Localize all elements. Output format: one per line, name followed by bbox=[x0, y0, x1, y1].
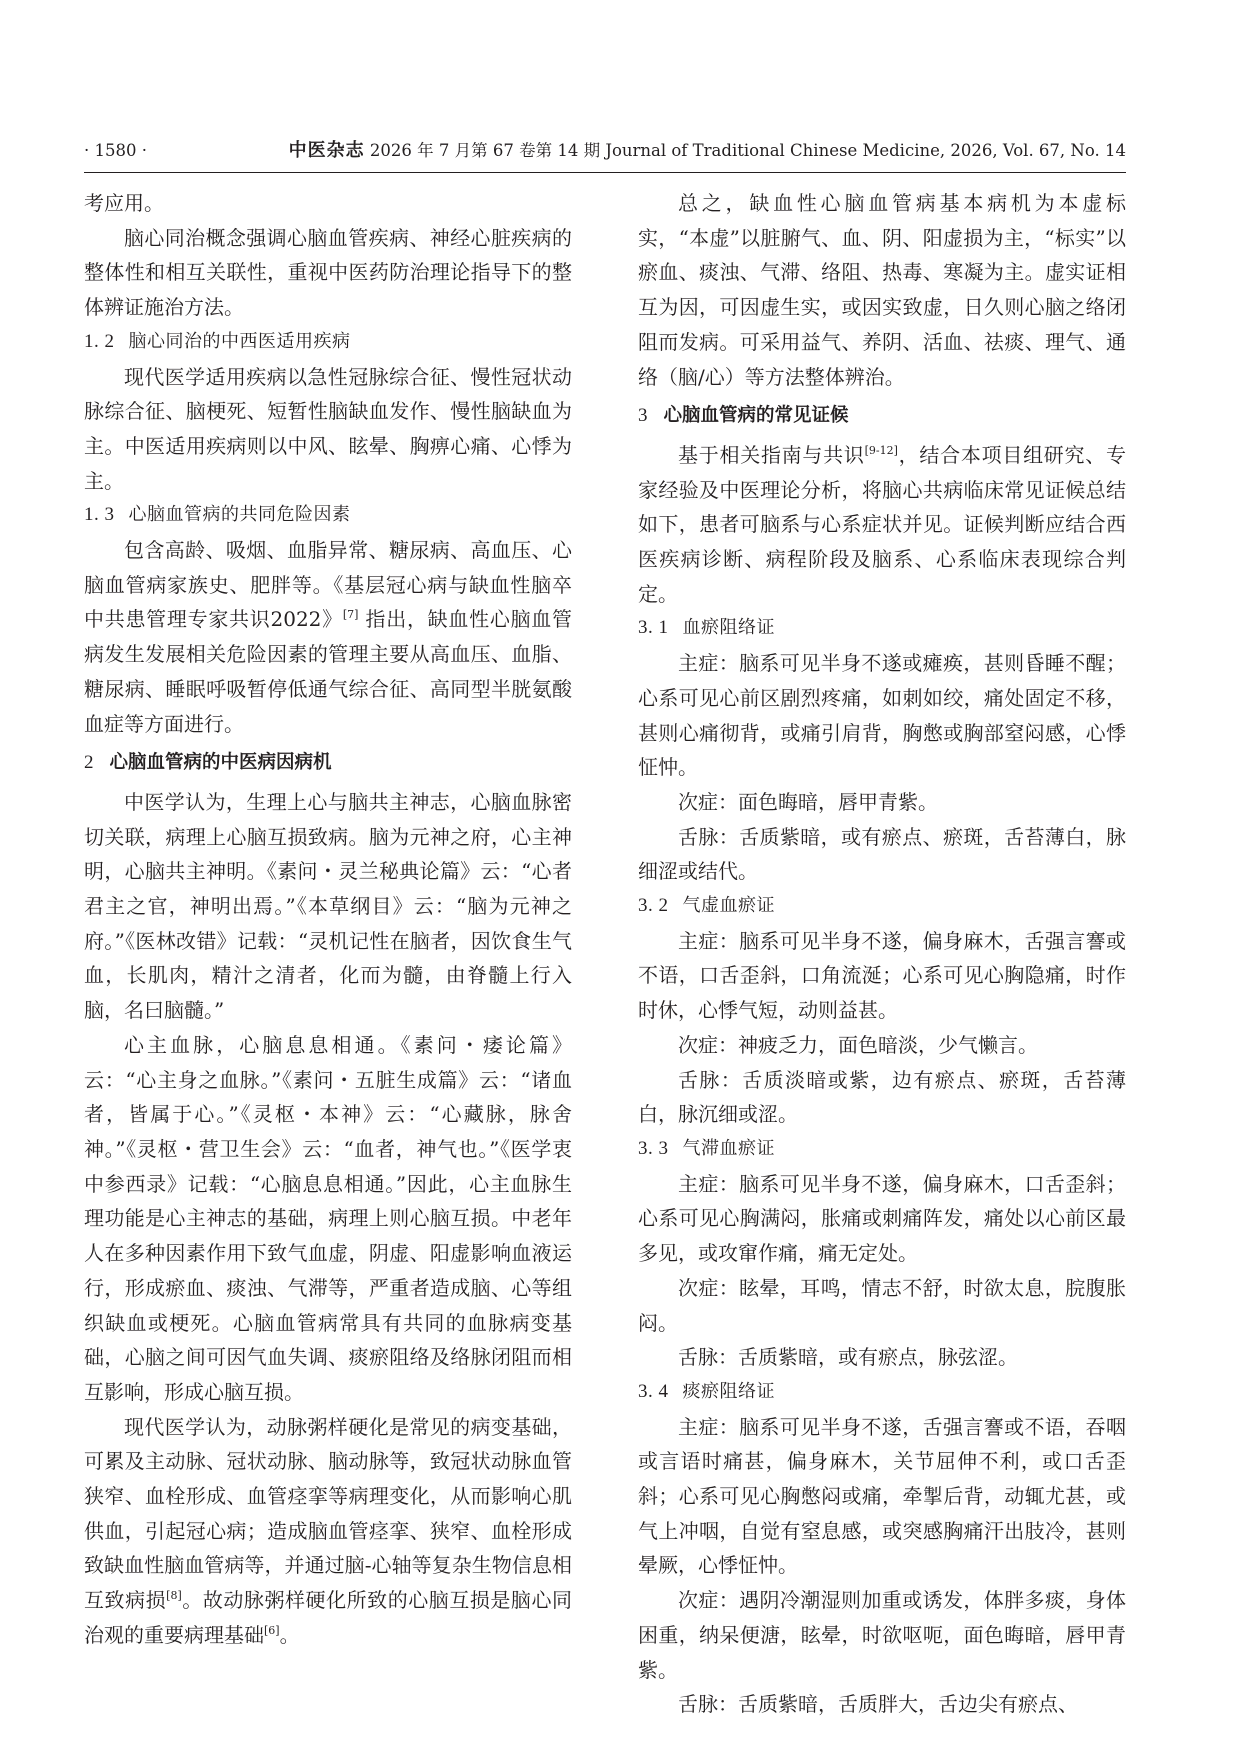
tongue-pulse: 舌脉：舌质淡暗或紫，边有瘀点、瘀斑，舌苔薄白，脉沉细或涩。 bbox=[638, 1067, 1126, 1127]
paragraph: 脑心同治概念强调心脑血管疾病、神经心脏疾病的整体性和相互关联性，重视中医药防治理论指导下的整体辨证施治方法。 bbox=[84, 225, 572, 320]
subsection-heading-3-3 bbox=[638, 1132, 1126, 1167]
citation-ref: [7] bbox=[342, 608, 359, 622]
left-column bbox=[84, 186, 572, 1656]
subsection-heading-1-2 bbox=[84, 325, 572, 360]
subsection-heading-3-4 bbox=[638, 1375, 1126, 1410]
subsection-number: 3. 4 bbox=[638, 1380, 669, 1402]
right-column bbox=[638, 186, 1127, 1717]
paragraph: 心主血脉，心脑息息相通。《素问・痿论篇》云：“心主身之血脉。”《素问・五脏生成篇》云：“诸血者，皆属于心。”《灵枢・本神》云：“心藏脉，脉舍神。”《灵枢・营卫生会》云：“血者，神气也。”《医学衷中参西录》记载：“心脑息息相通。”因此，心主血脉生理功能是心主神志的基础，病理上则心脑互损。中老年人在多种因素作用下致气血虚，阴虚、阳虚影响血液运行，形成瘀血、痰浊、气滞等，严重者造成脑、心等组织缺血或梗死。心脑血管病常具有共同的血脉病变基础，心脑之间可因气血失调、痰瘀阻络及络脉闭阻而相互影响，形成心脑互损。 bbox=[84, 1032, 572, 1404]
paragraph: 中医学认为，生理上心与脑共主神志，心脑血脉密切关联，病理上心脑互损致病。脑为元神之府，心主神明，心脑共主神明。《素问・灵兰秘典论篇》云：“心者君主之官，神明出焉。”《本草纲目》云：“脑为元神之府。”《医林改错》记载：“灵机记性在脑者，因饮食生气血，长肌肉，精汁之清者，化而为髓，由脊髓上行入脑，名曰脑髓。” bbox=[84, 789, 572, 1023]
journal-citation bbox=[289, 136, 1126, 166]
subsection-title: 气虚血瘀证 bbox=[682, 895, 775, 917]
main-symptoms: 主症：脑系可见半身不遂，偏身麻木，口舌歪斜；心系可见心胸满闷，胀痛或刺痛阵发，痛处以心前区最多见，或攻窜作痛，痛无定处。 bbox=[638, 1171, 1126, 1266]
main-symptoms: 主症：脑系可见半身不遂，舌强言謇或不语，吞咽或言语时痛甚，偏身麻木，关节屈伸不利，或口舌歪斜；心系可见心胸憋闷或痛，牵掣后背，动辄尤甚，或气上冲咽，自觉有窒息感，或突感胸痛汗出肢冷，甚则晕厥，心悸怔忡。 bbox=[638, 1414, 1126, 1578]
citation-ref: [8] bbox=[166, 1589, 182, 1603]
section-title: 心脑血管病的常见证候 bbox=[663, 405, 849, 427]
subsection-number: 3. 2 bbox=[638, 895, 669, 917]
subsection-title: 气滞血瘀证 bbox=[682, 1137, 775, 1159]
subsection-title: 脑心同治的中西医适用疾病 bbox=[128, 330, 351, 352]
subsection-title: 心脑血管病的共同危险因素 bbox=[128, 504, 351, 526]
subsection-title: 痰瘀阻络证 bbox=[682, 1380, 775, 1402]
section-heading-3 bbox=[638, 399, 1126, 434]
paragraph: 现代医学认为，动脉粥样硬化是常见的病变基础，可累及主动脉、冠状动脉、脑动脉等，致冠状动脉血管狭窄、血栓形成、血管痉挛等病理变化，从而影响心肌供血，引起冠心病；造成脑血管痉挛、狭窄、血栓形成致缺血性脑血管病等，并通过脑-心轴等复杂生物信息相互致病损[8]。故动脉粥样硬化所致的心脑互损是脑心同治观的重要病理基础[6]。 bbox=[84, 1414, 573, 1647]
running-header bbox=[84, 136, 1126, 166]
paragraph: 现代医学适用疾病以急性冠脉综合征、慢性冠状动脉综合征、脑梗死、短暂性脑缺血发作、慢性脑缺血为主。中医适用疾病则以中风、眩晕、胸痹心痛、心悸为主。 bbox=[84, 364, 572, 493]
tongue-pulse: 舌脉：舌质紫暗，舌质胖大，舌边尖有瘀点、 bbox=[678, 1692, 1078, 1717]
tongue-pulse: 舌脉：舌质紫暗，或有瘀点，脉弦涩。 bbox=[678, 1345, 1018, 1370]
header-rule bbox=[84, 172, 1126, 173]
citation-ref: [6] bbox=[264, 1623, 280, 1637]
main-symptoms: 主症：脑系可见半身不遂或瘫痪，甚则昏睡不醒；心系可见心前区剧烈疼痛，如刺如绞，痛处固定不移，甚则心痛彻背，或痛引肩背，胸憋或胸部窒闷感，心悸怔忡。 bbox=[638, 651, 1126, 780]
issue-info: 2026 年 7 月第 67 卷第 14 期 Journal of Traditional Chinese Medicine, 2026, Vol. 67, No. 14 bbox=[364, 141, 1126, 160]
paragraph: 考应用。 bbox=[84, 191, 164, 215]
section-number: 3 bbox=[638, 405, 648, 427]
subsection-heading-3-1 bbox=[638, 611, 1126, 646]
tongue-pulse: 舌脉：舌质紫暗，或有瘀点、瘀斑，舌苔薄白，脉细涩或结代。 bbox=[638, 824, 1126, 884]
subsection-number: 3. 3 bbox=[638, 1137, 669, 1159]
paragraph: 包含高龄、吸烟、血脂异常、糖尿病、高血压、心脑血管病家族史、肥胖等。《基层冠心病与缺血性脑卒中共患管理专家共识2022》[7] 指出，缺血性心脑血管病发生发展相关危险因素的管理主要从高血压、血脂、糖尿病、睡眠呼吸暂停低通气综合征、高同型半胱氨酸血症等方面进行。 bbox=[84, 538, 573, 736]
section-number: 2 bbox=[84, 752, 94, 774]
secondary-symptoms: 次症：神疲乏力，面色暗淡，少气懒言。 bbox=[678, 1032, 1038, 1057]
subsection-heading-1-3 bbox=[84, 498, 572, 533]
subsection-title: 血瘀阻络证 bbox=[682, 617, 775, 639]
secondary-symptoms: 次症：面色晦暗，唇甲青紫。 bbox=[678, 789, 938, 814]
citation-ref: [9-12] bbox=[864, 443, 898, 457]
page-number: · 1580 · bbox=[84, 141, 147, 160]
journal-name: 中医杂志 bbox=[288, 140, 365, 161]
secondary-symptoms: 次症：眩晕，耳鸣，情志不舒，时欲太息，脘腹胀闷。 bbox=[638, 1275, 1126, 1335]
subsection-number: 1. 2 bbox=[84, 330, 115, 352]
section-heading-2 bbox=[84, 746, 572, 781]
section-title: 心脑血管病的中医病因病机 bbox=[109, 752, 332, 774]
paragraph: 总之，缺血性心脑血管病基本病机为本虚标实，“本虚”以脏腑气、血、阴、阳虚损为主，“标实”以瘀血、痰浊、气滞、络阻、热毒、寒凝为主。虚实证相互为因，可因虚生实，或因实致虚，日久则心脑之络闭阻而发病。可采用益气、养阴、活血、祛痰、理气、通络（脑/心）等方法整体辨治。 bbox=[638, 191, 1126, 389]
subsection-number: 3. 1 bbox=[638, 617, 669, 639]
secondary-symptoms: 次症：遇阴冷潮湿则加重或诱发，体胖多痰，身体困重，纳呆便溏，眩晕，时欲呕呃，面色晦暗，唇甲青紫。 bbox=[638, 1588, 1126, 1682]
subsection-heading-3-2 bbox=[638, 889, 1126, 924]
main-symptoms: 主症：脑系可见半身不遂，偏身麻木，舌强言謇或不语，口舌歪斜，口角流涎；心系可见心胸隐痛，时作时休，心悸气短，动则益甚。 bbox=[638, 928, 1126, 1023]
subsection-number: 1. 3 bbox=[84, 504, 115, 526]
paragraph: 基于相关指南与共识[9-12]，结合本项目组研究、专家经验及中医理论分析，将脑心共病临床常见证候总结如下，患者可脑系与心系症状并见。证候判断应结合西医疾病诊断、病程阶段及脑系、心系临床表现综合判定。 bbox=[638, 442, 1127, 606]
